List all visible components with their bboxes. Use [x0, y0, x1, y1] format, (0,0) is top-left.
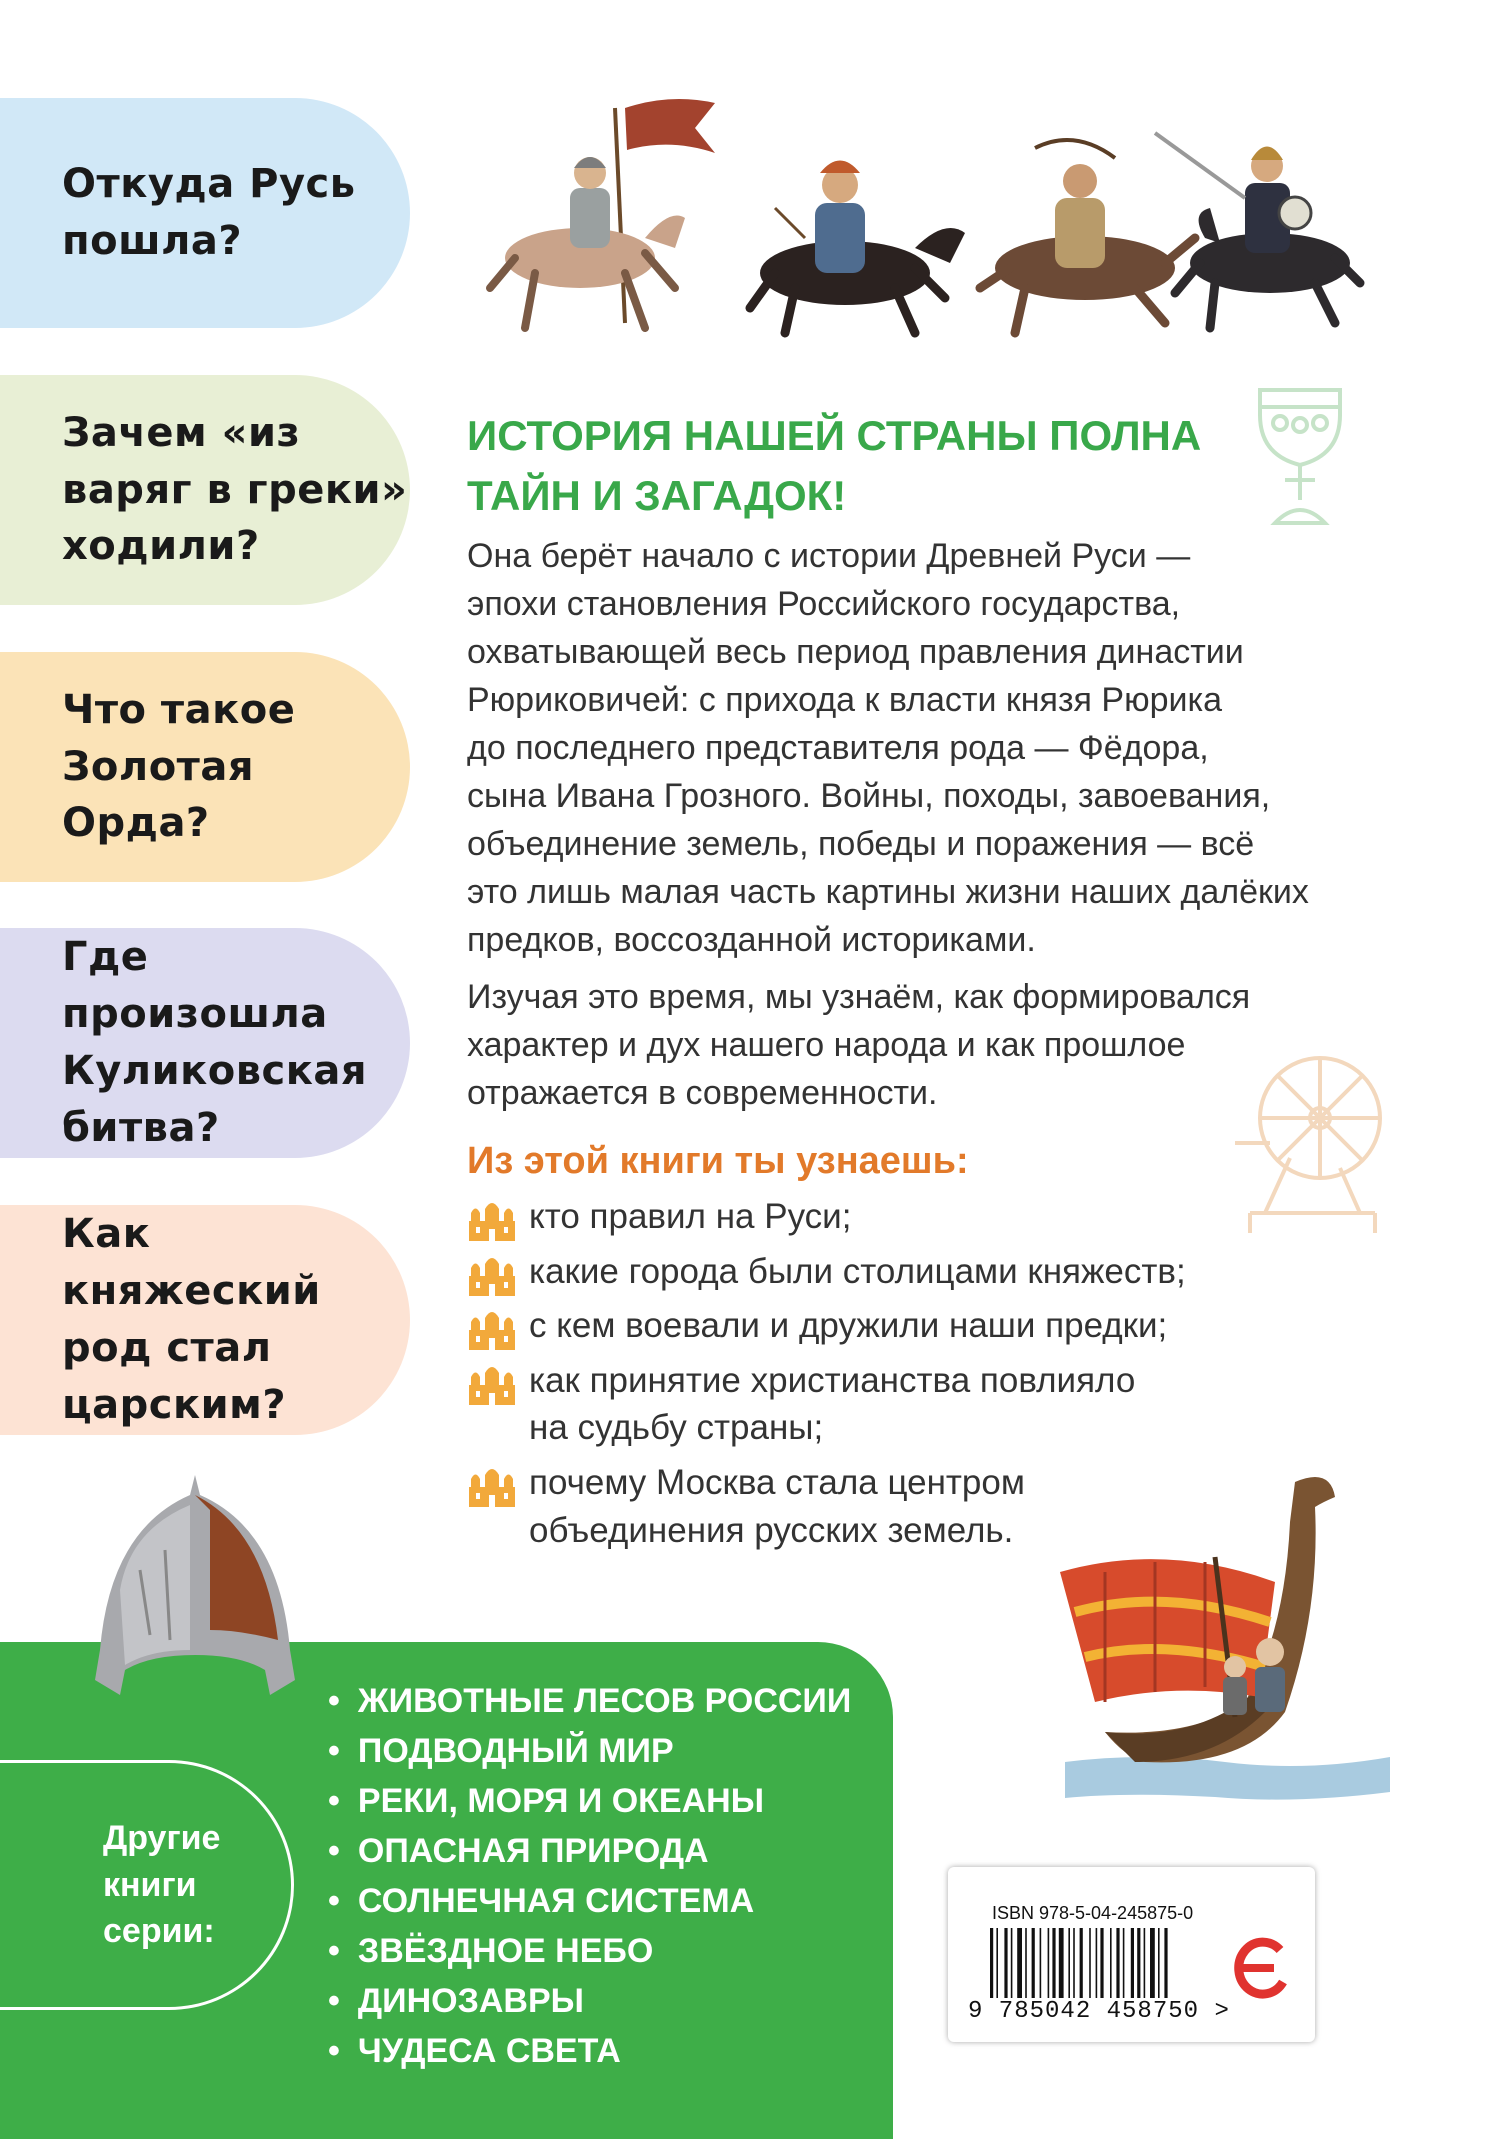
isbn-text: ISBN 978-5-04-245875-0: [992, 1903, 1194, 1923]
other-books-tab: [0, 1760, 294, 2010]
barcode-bar: [1052, 1928, 1055, 1998]
barcode-bar: [1073, 1928, 1075, 1998]
series-item: • ЧУДЕСА СВЕТА: [328, 2026, 851, 2076]
series-item: • ПОДВОДНЫЙ МИР: [328, 1726, 851, 1776]
description-text: [467, 533, 1417, 1128]
barcode-bar: [1096, 1928, 1098, 1998]
series-item: • ОПАСНАЯ ПРИРОДА: [328, 1826, 851, 1876]
barcode-bar: [1032, 1928, 1035, 1998]
barcode-bar: [1150, 1928, 1155, 1998]
kremlin-icon: [467, 1308, 517, 1350]
series-item: • СОЛНЕЧНАЯ СИСТЕМА: [328, 1876, 851, 1926]
list-item: кто правил на Руси;: [467, 1193, 1367, 1241]
question-text-3: Что такое Золотая Орда?: [62, 686, 296, 847]
barcode-bar: [1011, 1928, 1013, 1998]
series-item: • ЖИВОТНЫЕ ЛЕСОВ РОССИИ: [328, 1676, 851, 1726]
horse-riders-illustration: [475, 88, 1370, 338]
description-paragraph-2: Изучая это время, мы узнаём, как формировался характер и дух нашего народа и как прошлое отражается в современности.: [467, 978, 1251, 1113]
headline: ИСТОРИЯ НАШЕЙ СТРАНЫ ПОЛНА ТАЙН И ЗАГАДОК!: [467, 412, 1202, 520]
rider-with-sword: [1155, 133, 1360, 328]
kremlin-icon: [467, 1363, 517, 1405]
question-text-4: Где произошла Куликовская битва?: [62, 934, 368, 1151]
question-tab-5: [0, 1205, 410, 1435]
kremlin-icon: [467, 1199, 517, 1241]
list-item: как принятие христианства повлияло на судьбу страны;: [467, 1357, 1367, 1452]
barcode-number: 9 785042 458750 >: [968, 1998, 1230, 2025]
question-tab-4: [0, 928, 410, 1158]
helmet-illustration: [90, 1470, 300, 1700]
question-text-2: Зачем «из варяг в греки» ходили?: [62, 409, 408, 570]
rider-archer-black-horse: [750, 161, 965, 334]
viking-ship-illustration: [1045, 1462, 1410, 1804]
learn-title: Из этой книги ты узнаешь:: [467, 1140, 969, 1182]
barcode-bar: [1116, 1928, 1119, 1998]
question-tab-3: [0, 652, 410, 882]
series-item: • ДИНОЗАВРЫ: [328, 1976, 851, 2026]
rider-archer-brown-horse: [980, 140, 1195, 333]
barcode-bar: [1059, 1928, 1064, 1998]
list-item: почему Москва стала центром объединения русских земель.: [467, 1459, 1367, 1554]
kremlin-icon: [467, 1465, 517, 1507]
barcode-bar: [1164, 1928, 1167, 1998]
barcode-bar: [1131, 1928, 1134, 1998]
question-tab-2: [0, 375, 410, 605]
barcode-bar: [1158, 1928, 1160, 1998]
barcode-bar: [990, 1928, 993, 1998]
barcode-bar: [1089, 1928, 1091, 1998]
barcode: [990, 1928, 1215, 1998]
barcode-bar: [1017, 1928, 1022, 1998]
question-text-1: Откуда Русь пошла?: [62, 161, 356, 264]
barcode-bar: [996, 1928, 998, 1998]
barcode-bar: [1100, 1928, 1103, 1998]
list-item: какие города были столицами княжеств;: [467, 1248, 1367, 1296]
barcode-bar: [1068, 1928, 1070, 1998]
publisher-logo: [1228, 1930, 1294, 2002]
question-tab-1: [0, 98, 410, 328]
barcode-bar: [1110, 1928, 1112, 1998]
barcode-bar: [1137, 1928, 1140, 1998]
barcode-bar: [1040, 1928, 1042, 1998]
barcode-bar: [1025, 1928, 1027, 1998]
kremlin-icon: [467, 1254, 517, 1296]
description-paragraph-1: Она берёт начало с истории Древней Руси — эпохи становления Российского государства, охватывающей весь период правления династии Рюриковичей: с прихода к власти князя Рюрика до последнего представителя рода — Фёдора, сына Ивана Грозного. Войны, походы, завоевания, объединение земель, победы и поражения — всё это лишь малая часть картины жизни наших далёких предков, воссозданной историками.: [467, 537, 1309, 959]
question-text-5: Как княжеский род стал царским?: [62, 1211, 321, 1428]
series-item: • ЗВЁЗДНОЕ НЕБО: [328, 1926, 851, 1976]
rider-with-banner: [490, 99, 715, 328]
barcode-bar: [1048, 1928, 1050, 1998]
series-list: [328, 1676, 851, 2076]
barcode-bar: [1080, 1928, 1083, 1998]
other-books-label: Другие книги серии:: [103, 1818, 221, 1951]
barcode-bar: [1004, 1928, 1007, 1998]
list-item: с кем воевали и дружили наши предки;: [467, 1302, 1367, 1350]
barcode-bar: [1144, 1928, 1146, 1998]
goblet-icon: [1255, 385, 1345, 530]
series-item: • РЕКИ, МОРЯ И ОКЕАНЫ: [328, 1776, 851, 1826]
barcode-bar: [1123, 1928, 1125, 1998]
